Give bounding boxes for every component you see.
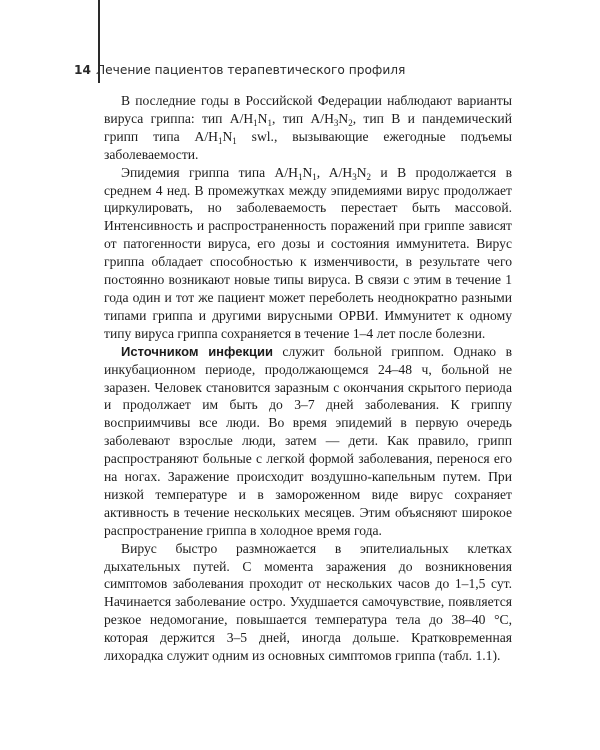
text-run: , тип B и пандемический грипп типа A/H <box>104 110 512 144</box>
text-run: , A/H <box>316 164 353 180</box>
body-text <box>104 92 512 665</box>
text-run: , тип A/H <box>272 110 334 126</box>
text-run: В последние годы в Российской Федерации наблюдают варианты вируса гриппа: тип A/H <box>104 93 512 126</box>
subscript: 1 <box>297 171 303 182</box>
bold-term: Источником инфекции <box>121 343 273 359</box>
page-number: 14 <box>74 63 91 77</box>
paragraph-virus-variants <box>104 92 512 164</box>
subscript: 3 <box>333 117 339 128</box>
text-run: Эпидемия гриппа типа A/H <box>121 164 298 180</box>
text-run: swl., вызывающие ежегодные подъемы заболеваемости. <box>104 128 512 162</box>
running-title: Лечение пациентов терапевтического профиля <box>95 63 406 77</box>
subscript: 2 <box>366 171 372 182</box>
text-run: N <box>356 164 367 180</box>
text-run: N <box>257 110 268 126</box>
text-run: N <box>222 128 233 144</box>
running-header <box>74 62 405 78</box>
paragraph-symptoms <box>104 540 512 665</box>
text-run: и B продолжается в среднем 4 нед. В промежутках между эпидемиями вирус продолжает циркулировать, но заболеваемость перестает быть массовой. Интенсивность и распространенность поражений при гриппе зависят от патогенности вируса, его дозы и состояния иммунитета. Вирус гриппа обладает способностью к изменчивости, в результате чего постоянно возникают новые типы вируса. В связи с этим в течение 1 года один и тот же пациент может переболеть неоднократно разными типами гриппа и другими вирусными ОРВИ. Иммунитет к одному типу вируса гриппа сохраняется в течение 1–4 лет после болезни. <box>104 164 512 341</box>
subscript: 1 <box>232 135 237 146</box>
text-run: N <box>302 164 313 180</box>
subscript: 1 <box>217 135 223 146</box>
subscript: 1 <box>312 171 317 182</box>
paragraph-infection-source <box>104 343 512 540</box>
subscript: 1 <box>267 117 272 128</box>
text-run: Вирус быстро размножается в эпителиальных клетках дыхательных путей. С момента заражения до возникновения симптомов заболевания проходит от нескольких часов до 1–1,5 сут. Начинается заболевание остро. Ухудшается самочувствие, появляется резкое недомогание, повышается температура тела до 38–40 °С, которая держится 3–5 дней, иногда дольше. Кратковременная лихорадка служит одним из основных симптомов гриппа (табл. 1.1). <box>104 540 512 664</box>
subscript: 1 <box>253 117 258 128</box>
subscript: 2 <box>348 117 353 128</box>
paragraph-epidemic <box>104 164 512 343</box>
text-run: служит больной гриппом. Однако в инкубационном периоде, продолжающемся 24–48 ч, больной не заразен. Человек становится заразным с окончания скрытого периода и продолжает им быть до 3–7 дней заболевания. К гриппу восприимчивы все люди. Во время эпидемий в первую очередь заболевают взрослые люди, затем — дети. Как правило, грипп распространяют больные с легкой формой заболевания, перенося его на ногах. Заражение происходит воздушно-капельным путем. При низкой температуре и в замороженном виде вирус сохраняет активность в течение нескольких месяцев. Этим объясняют широкое распространение гриппа в холодное время года. <box>104 343 512 538</box>
subscript: 3 <box>352 171 357 182</box>
text-run: N <box>338 110 349 126</box>
